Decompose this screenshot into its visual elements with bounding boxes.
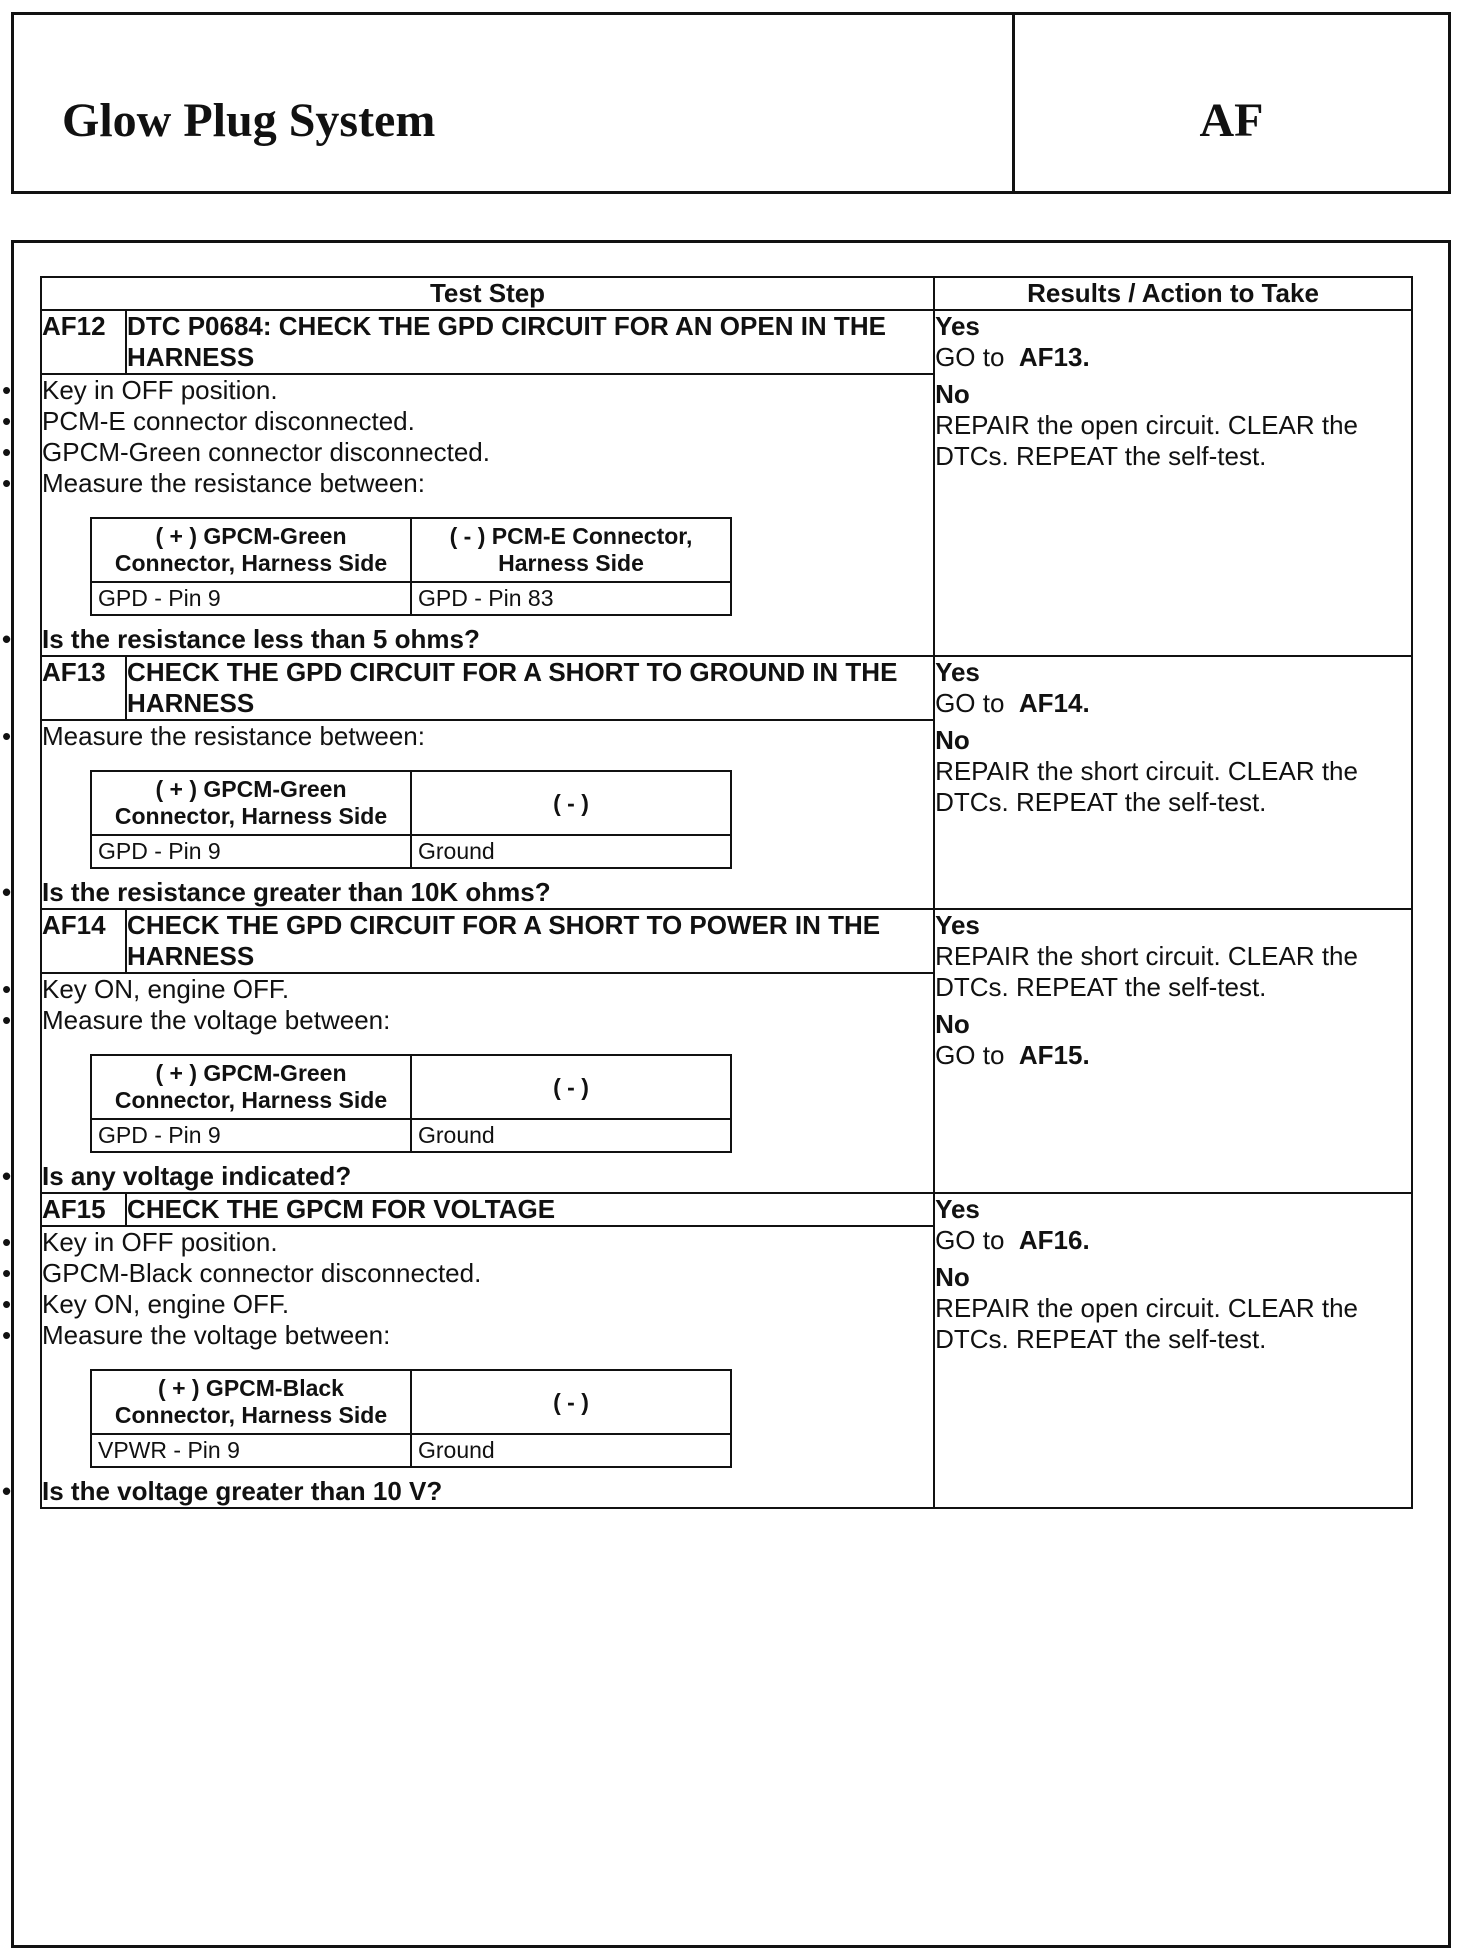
yes-action bbox=[935, 941, 1411, 1003]
step-result bbox=[934, 1193, 1412, 1508]
step-bullet-item: • Measure the voltage between: bbox=[42, 1005, 933, 1036]
measurement-header-negative: ( - ) bbox=[411, 771, 731, 835]
measurement-header-negative: ( - ) bbox=[411, 1370, 731, 1434]
yes-text: GO to bbox=[935, 342, 1005, 372]
step-title: DTC P0684: CHECK THE GPD CIRCUIT FOR AN OPEN IN THE HARNESS bbox=[126, 310, 934, 374]
measurement-header-negative: ( - ) bbox=[411, 1055, 731, 1119]
step-id: AF15 bbox=[41, 1193, 126, 1226]
no-action bbox=[935, 756, 1411, 818]
yes-action bbox=[935, 342, 1411, 373]
measurement-table bbox=[90, 1369, 732, 1468]
yes-action bbox=[935, 1225, 1411, 1256]
step-bullet-item: • Key in OFF position. bbox=[42, 375, 933, 406]
step-title: CHECK THE GPCM FOR VOLTAGE bbox=[126, 1193, 934, 1226]
yes-target-link[interactable]: AF13. bbox=[1018, 342, 1090, 372]
yes-target-link[interactable]: AF16. bbox=[1018, 1225, 1090, 1255]
step-title-row bbox=[41, 1193, 1412, 1226]
no-label: No bbox=[935, 1009, 970, 1039]
step-bullet-item: • GPCM-Black connector disconnected. bbox=[42, 1258, 933, 1289]
measurement-value-positive: GPD - Pin 9 bbox=[91, 582, 411, 615]
col-header-test-step: Test Step bbox=[41, 277, 934, 310]
measurement-header-positive: ( + ) GPCM-Black Connector, Harness Side bbox=[91, 1370, 411, 1434]
step-bullet-item: • Measure the voltage between: bbox=[42, 1320, 933, 1351]
step-bullet-item: • Measure the resistance between: bbox=[42, 468, 933, 499]
step-body bbox=[41, 973, 934, 1193]
step-bullet-item: • Key in OFF position. bbox=[42, 1227, 933, 1258]
measurement-value-positive: VPWR - Pin 9 bbox=[91, 1434, 411, 1467]
yes-text: GO to bbox=[935, 1225, 1005, 1255]
no-action bbox=[935, 410, 1411, 472]
step-title-row bbox=[41, 310, 1412, 374]
no-label: No bbox=[935, 725, 970, 755]
page-header bbox=[11, 12, 1451, 194]
measurement-header-positive: ( + ) GPCM-Green Connector, Harness Side bbox=[91, 518, 411, 582]
step-id: AF12 bbox=[41, 310, 126, 374]
no-text: REPAIR the open circuit. CLEAR the DTCs. REPEAT the self-test. bbox=[935, 410, 1358, 471]
col-header-results: Results / Action to Take bbox=[934, 277, 1412, 310]
step-title: CHECK THE GPD CIRCUIT FOR A SHORT TO POWER IN THE HARNESS bbox=[126, 909, 934, 973]
yes-label: Yes bbox=[935, 910, 980, 940]
measurement-value-negative: Ground bbox=[411, 1434, 731, 1467]
step-id: AF14 bbox=[41, 909, 126, 973]
step-question: • Is any voltage indicated? bbox=[42, 1161, 933, 1192]
step-question: • Is the voltage greater than 10 V? bbox=[42, 1476, 933, 1507]
yes-text: REPAIR the short circuit. CLEAR the DTCs. REPEAT the self-test. bbox=[935, 941, 1358, 1002]
step-question: • Is the resistance less than 5 ohms? bbox=[42, 624, 933, 655]
step-bullet-item: • PCM-E connector disconnected. bbox=[42, 406, 933, 437]
step-bullets bbox=[42, 1227, 933, 1351]
measurement-value-negative: Ground bbox=[411, 835, 731, 868]
measurement-table bbox=[90, 770, 732, 869]
step-bullet-item: • Key ON, engine OFF. bbox=[42, 1289, 933, 1320]
step-bullets bbox=[42, 721, 933, 752]
step-question: • Is the resistance greater than 10K ohms? bbox=[42, 877, 933, 908]
step-id: AF13 bbox=[41, 656, 126, 720]
table-header-row bbox=[41, 277, 1412, 310]
page-title: Glow Plug System bbox=[62, 94, 436, 147]
yes-label: Yes bbox=[935, 1194, 980, 1224]
measurement-value-positive: GPD - Pin 9 bbox=[91, 1119, 411, 1152]
yes-label: Yes bbox=[935, 311, 980, 341]
step-bullets bbox=[42, 375, 933, 499]
step-title-row bbox=[41, 909, 1412, 973]
no-text: GO to bbox=[935, 1040, 1005, 1070]
measurement-value-positive: GPD - Pin 9 bbox=[91, 835, 411, 868]
measurement-table bbox=[90, 517, 732, 616]
measurement-header-positive: ( + ) GPCM-Green Connector, Harness Side bbox=[91, 771, 411, 835]
no-action bbox=[935, 1040, 1411, 1071]
no-text: REPAIR the short circuit. CLEAR the DTCs. REPEAT the self-test. bbox=[935, 756, 1358, 817]
no-label: No bbox=[935, 379, 970, 409]
step-title: CHECK THE GPD CIRCUIT FOR A SHORT TO GROUND IN THE HARNESS bbox=[126, 656, 934, 720]
step-body bbox=[41, 1226, 934, 1508]
measurement-header-negative: ( - ) PCM-E Connector, Harness Side bbox=[411, 518, 731, 582]
step-result bbox=[934, 656, 1412, 909]
section-code: AF bbox=[1199, 94, 1264, 147]
no-target-link[interactable]: AF15. bbox=[1018, 1040, 1090, 1070]
yes-target-link[interactable]: AF14. bbox=[1018, 688, 1090, 718]
no-action bbox=[935, 1293, 1411, 1355]
step-bullets bbox=[42, 974, 933, 1036]
step-bullet-item: • Measure the resistance between: bbox=[42, 721, 933, 752]
step-title-row bbox=[41, 656, 1412, 720]
measurement-table bbox=[90, 1054, 732, 1153]
no-label: No bbox=[935, 1262, 970, 1292]
step-body bbox=[41, 720, 934, 909]
measurement-value-negative: Ground bbox=[411, 1119, 731, 1152]
step-bullet-item: • Key ON, engine OFF. bbox=[42, 974, 933, 1005]
measurement-value-negative: GPD - Pin 83 bbox=[411, 582, 731, 615]
yes-text: GO to bbox=[935, 688, 1005, 718]
measurement-header-positive: ( + ) GPCM-Green Connector, Harness Side bbox=[91, 1055, 411, 1119]
step-result bbox=[934, 909, 1412, 1193]
step-bullet-item: • GPCM-Green connector disconnected. bbox=[42, 437, 933, 468]
no-text: REPAIR the open circuit. CLEAR the DTCs. REPEAT the self-test. bbox=[935, 1293, 1358, 1354]
step-body bbox=[41, 374, 934, 656]
test-procedure-table bbox=[40, 276, 1413, 1509]
yes-label: Yes bbox=[935, 657, 980, 687]
step-result bbox=[934, 310, 1412, 656]
yes-action bbox=[935, 688, 1411, 719]
